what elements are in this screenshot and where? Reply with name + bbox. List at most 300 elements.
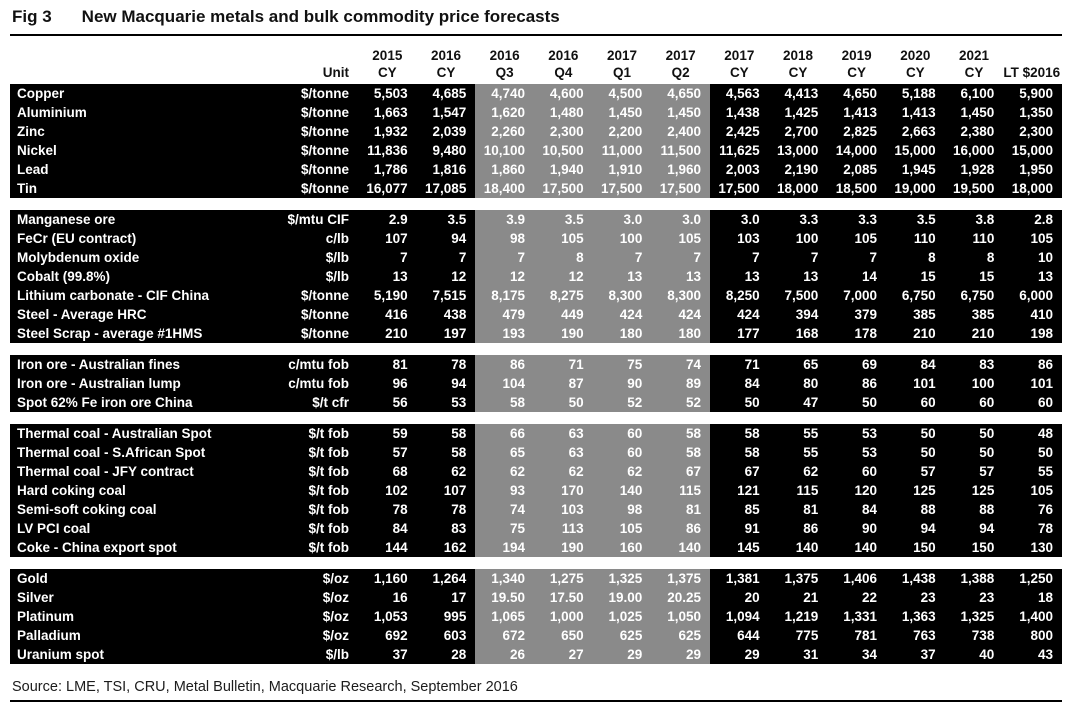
value-cell: 29 — [744, 647, 760, 662]
value-cell: 105 — [651, 229, 710, 248]
value-cell: 7 — [651, 248, 710, 267]
table-row — [10, 229, 1062, 248]
table-row — [10, 374, 1062, 393]
commodity-label: Tin — [17, 181, 37, 196]
column-period-6: CY — [729, 65, 749, 80]
table-row — [10, 210, 1062, 229]
value-cell: 1,413 — [901, 105, 936, 120]
value-cell: 105 — [534, 229, 593, 248]
value-cell: 4,650 — [651, 84, 710, 103]
value-cell: 81 — [651, 500, 710, 519]
value-cell: 55 — [1037, 464, 1053, 479]
value-cell: 15 — [920, 269, 936, 284]
value-cell: 1,388 — [960, 571, 995, 586]
value-cell: 55 — [803, 445, 819, 460]
value-cell: 385 — [971, 307, 995, 322]
value-cell: 8,175 — [475, 286, 534, 305]
value-cell: 17,500 — [593, 179, 652, 198]
value-cell: 71 — [534, 355, 593, 374]
unit-cell: $/t fob — [308, 426, 349, 441]
value-cell: 120 — [854, 483, 877, 498]
value-cell: 50 — [744, 395, 760, 410]
value-cell: 1,340 — [475, 569, 534, 588]
commodity-label: Zinc — [17, 124, 45, 139]
value-cell: 3.0 — [651, 210, 710, 229]
value-cell: 11,625 — [719, 143, 760, 158]
table-row — [10, 626, 1062, 645]
value-cell: 98 — [593, 500, 652, 519]
value-cell: 62 — [803, 464, 819, 479]
value-cell: 1,480 — [534, 103, 593, 122]
value-cell: 198 — [1030, 326, 1053, 341]
column-period-3: Q4 — [554, 65, 573, 80]
column-period-7: CY — [788, 65, 808, 80]
value-cell: 29 — [593, 645, 652, 664]
value-cell: 65 — [475, 443, 534, 462]
commodity-label: Coke - China export spot — [17, 540, 177, 555]
unit-cell: $/oz — [322, 590, 349, 605]
value-cell: 87 — [534, 374, 593, 393]
value-cell: 50 — [1037, 445, 1053, 460]
value-cell: 52 — [651, 393, 710, 412]
value-cell: 194 — [475, 538, 534, 557]
table-row — [10, 588, 1062, 607]
value-cell: 644 — [737, 628, 760, 643]
value-cell: 7 — [869, 250, 877, 265]
value-cell: 6,100 — [960, 86, 995, 101]
value-cell: 50 — [920, 426, 936, 441]
value-cell: 5,900 — [1019, 86, 1053, 101]
value-cell: 650 — [534, 626, 593, 645]
value-cell: 19.00 — [593, 588, 652, 607]
value-cell: 103 — [737, 231, 760, 246]
value-cell: 86 — [651, 519, 710, 538]
value-cell: 100 — [795, 231, 819, 246]
value-cell: 14 — [861, 269, 877, 284]
unit-cell: c/mtu fob — [288, 376, 349, 391]
value-cell: 63 — [534, 443, 593, 462]
value-cell: 115 — [651, 481, 710, 500]
unit-cell: $/oz — [322, 628, 349, 643]
unit-cell: c/lb — [325, 231, 349, 246]
figure-label: Fig 3 — [12, 7, 52, 26]
value-cell: 17,500 — [718, 181, 760, 196]
value-cell: 105 — [1030, 483, 1053, 498]
column-year-0: 2015 — [372, 48, 403, 63]
value-cell: 121 — [737, 483, 760, 498]
column-year-5: 2017 — [665, 48, 696, 63]
value-cell: 410 — [1030, 307, 1053, 322]
value-cell: 62 — [534, 462, 593, 481]
value-cell: 2,425 — [725, 124, 760, 139]
value-cell: 479 — [475, 305, 534, 324]
value-cell: 84 — [392, 521, 408, 536]
value-cell: 12 — [475, 267, 534, 286]
value-cell: 7 — [810, 250, 819, 265]
commodity-label: Lithium carbonate - CIF China — [17, 288, 210, 303]
unit-cell: $/t fob — [308, 502, 349, 517]
header-period-row — [10, 64, 1062, 81]
value-cell: 23 — [920, 590, 936, 605]
value-cell: 2.8 — [1034, 212, 1053, 227]
value-cell: 50 — [534, 393, 593, 412]
table-row — [10, 160, 1062, 179]
value-cell: 1,940 — [534, 160, 593, 179]
value-cell: 424 — [737, 307, 760, 322]
value-cell: 1,219 — [784, 609, 819, 624]
value-cell: 190 — [534, 538, 593, 557]
value-cell: 100 — [593, 229, 652, 248]
value-cell: 13,000 — [777, 143, 819, 158]
value-cell: 8 — [986, 250, 995, 265]
table-row — [10, 462, 1062, 481]
value-cell: 58 — [744, 445, 760, 460]
value-cell: 13 — [803, 269, 819, 284]
value-cell: 1,425 — [784, 105, 819, 120]
value-cell: 26 — [475, 645, 534, 664]
value-cell: 210 — [385, 326, 408, 341]
value-cell: 105 — [854, 231, 877, 246]
value-cell: 177 — [737, 326, 760, 341]
value-cell: 60 — [861, 464, 877, 479]
value-cell: 17,500 — [651, 179, 710, 198]
column-period-10: CY — [964, 65, 984, 80]
unit-cell: c/mtu fob — [288, 357, 349, 372]
value-cell: 781 — [854, 628, 877, 643]
value-cell: 424 — [651, 305, 710, 324]
value-cell: 13 — [1037, 269, 1053, 284]
value-cell: 145 — [737, 540, 760, 555]
value-cell: 8,250 — [725, 288, 760, 303]
value-cell: 8,275 — [534, 286, 593, 305]
value-cell: 4,685 — [432, 86, 467, 101]
value-cell: 91 — [744, 521, 760, 536]
table-row — [10, 248, 1062, 267]
value-cell: 1,663 — [373, 105, 408, 120]
value-cell: 4,650 — [843, 86, 877, 101]
table-header — [10, 47, 1062, 81]
table-row — [10, 424, 1062, 443]
value-cell: 75 — [593, 355, 652, 374]
commodity-label: Thermal coal - S.African Spot — [17, 445, 206, 460]
source-row — [10, 676, 1062, 700]
unit-cell: $/t fob — [308, 521, 349, 536]
column-period-4: Q1 — [612, 65, 631, 80]
value-cell: 94 — [979, 521, 995, 536]
value-cell: 55 — [803, 426, 819, 441]
value-cell: 424 — [593, 305, 652, 324]
value-cell: 19,000 — [894, 181, 936, 196]
commodity-label: Cobalt (99.8%) — [17, 269, 111, 284]
value-cell: 7 — [475, 248, 534, 267]
value-cell: 2,190 — [784, 162, 819, 177]
value-cell: 68 — [392, 464, 408, 479]
value-cell: 180 — [593, 324, 652, 343]
value-cell: 1,816 — [432, 162, 467, 177]
value-cell: 3.9 — [475, 210, 534, 229]
value-cell: 3.3 — [858, 212, 877, 227]
unit-cell: $/tonne — [300, 143, 349, 158]
column-year-1: 2016 — [430, 48, 462, 63]
value-cell: 4,600 — [534, 84, 593, 103]
value-cell: 2,825 — [843, 124, 877, 139]
value-cell: 88 — [979, 502, 995, 517]
value-cell: 7,515 — [432, 288, 467, 303]
value-cell: 150 — [971, 540, 995, 555]
value-cell: 1,450 — [593, 103, 652, 122]
commodity-label: Silver — [17, 590, 54, 605]
value-cell: 125 — [971, 483, 995, 498]
value-cell: 1,325 — [960, 609, 995, 624]
value-cell: 69 — [861, 357, 877, 372]
value-cell: 78 — [451, 357, 467, 372]
value-cell: 16 — [392, 590, 408, 605]
value-cell: 57 — [392, 445, 408, 460]
commodity-label: Molybdenum oxide — [17, 250, 140, 265]
value-cell: 62 — [475, 462, 534, 481]
value-cell: 1,000 — [534, 607, 593, 626]
value-cell: 1,350 — [1019, 105, 1053, 120]
column-year-10: 2021 — [958, 48, 990, 63]
value-cell: 56 — [392, 395, 408, 410]
value-cell: 1,910 — [593, 160, 652, 179]
value-cell: 7 — [458, 250, 467, 265]
column-period-2: Q3 — [495, 65, 514, 80]
commodity-label: FeCr (EU contract) — [17, 231, 137, 246]
value-cell: 1,945 — [901, 162, 936, 177]
value-cell: 1,381 — [725, 571, 760, 586]
unit-cell: $/tonne — [300, 288, 349, 303]
value-cell: 27 — [534, 645, 593, 664]
value-cell: 84 — [744, 376, 760, 391]
value-cell: 1,363 — [901, 609, 936, 624]
value-cell: 15 — [979, 269, 995, 284]
forecast-table — [10, 47, 1062, 664]
unit-cell: $/tonne — [300, 86, 349, 101]
value-cell: 67 — [651, 462, 710, 481]
value-cell: 53 — [861, 445, 877, 460]
value-cell: 11,836 — [367, 143, 408, 158]
value-cell: 2,200 — [593, 122, 652, 141]
value-cell: 140 — [593, 481, 652, 500]
value-cell: 58 — [744, 426, 760, 441]
value-cell: 385 — [913, 307, 936, 322]
commodity-label: Steel Scrap - average #1HMS — [17, 326, 203, 341]
unit-cell: $/tonne — [300, 162, 349, 177]
commodity-label: Steel - Average HRC — [17, 307, 147, 322]
table-row — [10, 179, 1062, 198]
value-cell: 81 — [803, 502, 819, 517]
value-cell: 101 — [1030, 376, 1053, 391]
unit-cell: $/lb — [325, 269, 349, 284]
value-cell: 18 — [1037, 590, 1053, 605]
value-cell: 1,375 — [651, 569, 710, 588]
value-cell: 28 — [451, 647, 467, 662]
commodity-label: Semi-soft coking coal — [17, 502, 157, 517]
value-cell: 193 — [475, 324, 534, 343]
value-cell: 13 — [593, 267, 652, 286]
value-cell: 89 — [651, 374, 710, 393]
table-row — [10, 481, 1062, 500]
table-section-2 — [10, 210, 1062, 343]
value-cell: 18,000 — [777, 181, 819, 196]
value-cell: 47 — [803, 395, 819, 410]
value-cell: 1,264 — [432, 571, 467, 586]
value-cell: 78 — [451, 502, 467, 517]
commodity-label: Aluminium — [17, 105, 87, 120]
value-cell: 100 — [971, 376, 995, 391]
value-cell: 21 — [803, 590, 819, 605]
value-cell: 85 — [744, 502, 760, 517]
column-period-5: Q2 — [671, 65, 690, 80]
value-cell: 1,331 — [843, 609, 877, 624]
column-period-0: CY — [377, 65, 397, 80]
value-cell: 1,025 — [593, 607, 652, 626]
table-row — [10, 305, 1062, 324]
commodity-label: Hard coking coal — [17, 483, 126, 498]
value-cell: 83 — [979, 357, 995, 372]
value-cell: 3.5 — [916, 212, 936, 227]
value-cell: 11,500 — [651, 141, 710, 160]
value-cell: 8 — [928, 250, 936, 265]
value-cell: 65 — [803, 357, 819, 372]
value-cell: 22 — [861, 590, 877, 605]
value-cell: 58 — [451, 445, 467, 460]
bottom-divider — [10, 700, 1062, 702]
value-cell: 93 — [475, 481, 534, 500]
value-cell: 178 — [854, 326, 877, 341]
commodity-label: Iron ore - Australian lump — [17, 376, 181, 391]
value-cell: 449 — [534, 305, 593, 324]
value-cell: 2,700 — [784, 124, 819, 139]
table-row — [10, 122, 1062, 141]
value-cell: 625 — [651, 626, 710, 645]
value-cell: 394 — [795, 307, 819, 322]
table-row — [10, 141, 1062, 160]
commodity-label: Platinum — [17, 609, 75, 624]
value-cell: 18,000 — [1011, 181, 1053, 196]
value-cell: 1,053 — [373, 609, 408, 624]
value-cell: 2,039 — [432, 124, 467, 139]
value-cell: 17,085 — [425, 181, 467, 196]
value-cell: 170 — [534, 481, 593, 500]
value-cell: 29 — [651, 645, 710, 664]
column-year-6: 2017 — [724, 48, 755, 63]
value-cell: 63 — [534, 424, 593, 443]
value-cell: 10,500 — [534, 141, 593, 160]
value-cell: 90 — [593, 374, 652, 393]
value-cell: 86 — [475, 355, 534, 374]
value-cell: 2,400 — [651, 122, 710, 141]
value-cell: 8,300 — [651, 286, 710, 305]
column-period-9: CY — [905, 65, 925, 80]
value-cell: 17.50 — [534, 588, 593, 607]
value-cell: 125 — [913, 483, 936, 498]
value-cell: 14,000 — [835, 143, 877, 158]
value-cell: 8 — [534, 248, 593, 267]
value-cell: 130 — [1030, 540, 1053, 555]
value-cell: 17,500 — [534, 179, 593, 198]
value-cell: 13 — [392, 269, 408, 284]
value-cell: 5,188 — [901, 86, 936, 101]
commodity-label: Gold — [17, 571, 48, 586]
value-cell: 50 — [979, 426, 995, 441]
table-row — [10, 393, 1062, 412]
value-cell: 62 — [593, 462, 652, 481]
value-cell: 210 — [971, 326, 995, 341]
value-cell: 1,620 — [475, 103, 534, 122]
value-cell: 37 — [920, 647, 936, 662]
value-cell: 16,000 — [953, 143, 995, 158]
value-cell: 57 — [920, 464, 936, 479]
value-cell: 76 — [1037, 502, 1053, 517]
table-section-4 — [10, 424, 1062, 557]
value-cell: 16,077 — [366, 181, 408, 196]
table-row — [10, 267, 1062, 286]
value-cell: 438 — [443, 307, 467, 322]
column-year-7: 2018 — [782, 48, 814, 63]
value-cell: 8,300 — [593, 286, 652, 305]
value-cell: 162 — [443, 540, 467, 555]
value-cell: 197 — [443, 326, 467, 341]
value-cell: 58 — [475, 393, 534, 412]
value-cell: 1,438 — [901, 571, 936, 586]
column-period-8: CY — [847, 65, 867, 80]
figure-title-row — [10, 6, 1062, 34]
column-year-8: 2019 — [841, 48, 872, 63]
value-cell: 78 — [392, 502, 408, 517]
value-cell: 13 — [651, 267, 710, 286]
unit-column-header: Unit — [322, 65, 349, 80]
value-cell: 10 — [1037, 250, 1053, 265]
value-cell: 90 — [861, 521, 877, 536]
commodity-label: Lead — [17, 162, 49, 177]
value-cell: 105 — [1030, 231, 1053, 246]
commodity-label: Manganese ore — [17, 212, 116, 227]
value-cell: 2,380 — [960, 124, 995, 139]
value-cell: 50 — [861, 395, 877, 410]
value-cell: 110 — [913, 231, 936, 246]
value-cell: 34 — [861, 647, 877, 662]
unit-cell: $/oz — [322, 571, 349, 586]
value-cell: 6,000 — [1019, 288, 1053, 303]
value-cell: 1,860 — [475, 160, 534, 179]
unit-cell: $/mtu CIF — [287, 212, 349, 227]
unit-cell: $/tonne — [300, 124, 349, 139]
value-cell: 96 — [392, 376, 408, 391]
value-cell: 4,500 — [593, 84, 652, 103]
value-cell: 10,100 — [475, 141, 534, 160]
value-cell: 2,260 — [475, 122, 534, 141]
value-cell: 1,400 — [1019, 609, 1053, 624]
value-cell: 1,450 — [960, 105, 995, 120]
value-cell: 4,413 — [784, 86, 819, 101]
column-period-11: LT $2016 — [1003, 65, 1061, 80]
value-cell: 78 — [1037, 521, 1053, 536]
commodity-label: Iron ore - Australian fines — [17, 357, 181, 372]
column-year-9: 2020 — [900, 48, 931, 63]
value-cell: 2,003 — [725, 162, 760, 177]
value-cell: 3.0 — [593, 210, 652, 229]
value-cell: 7,500 — [784, 288, 819, 303]
source-note: Source: LME, TSI, CRU, Metal Bulletin, Macquarie Research, September 2016 — [12, 679, 518, 695]
value-cell: 15,000 — [1011, 143, 1053, 158]
table-section-5 — [10, 569, 1062, 664]
table-row — [10, 500, 1062, 519]
value-cell: 140 — [854, 540, 877, 555]
value-cell: 140 — [795, 540, 819, 555]
commodity-label: Nickel — [17, 143, 57, 158]
